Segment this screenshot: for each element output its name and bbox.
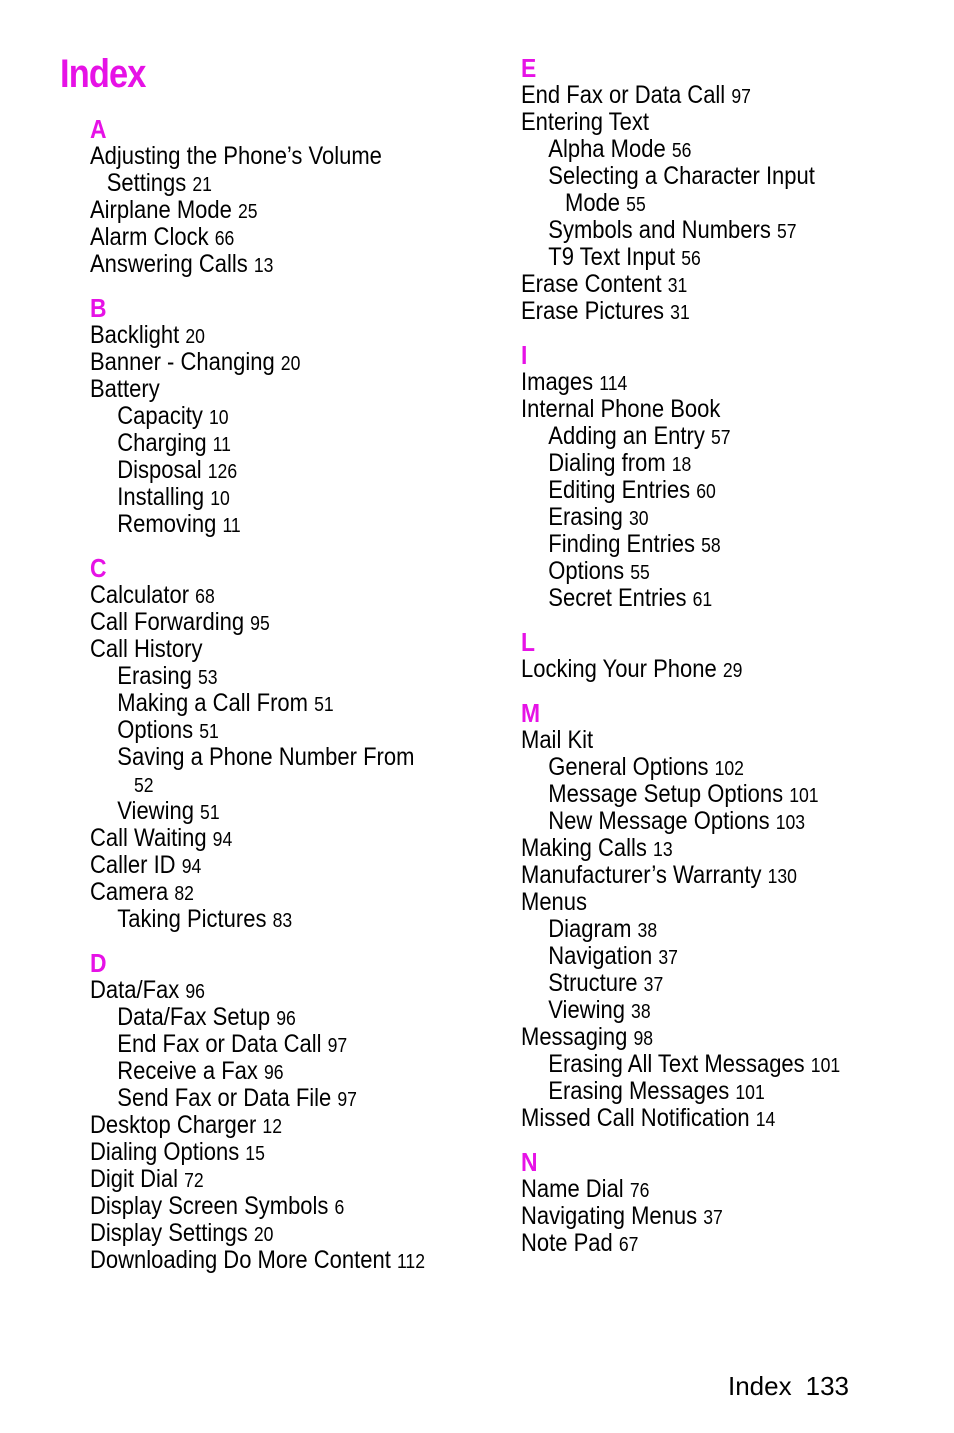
entry-text: Send Fax or Data File bbox=[117, 1084, 332, 1112]
entry-text: Erase Content bbox=[521, 270, 662, 298]
entry-text: Receive a Fax bbox=[117, 1057, 258, 1085]
entry-page-number: 51 bbox=[199, 721, 219, 743]
entry-page-number: 95 bbox=[250, 613, 270, 635]
index-entry bbox=[90, 349, 442, 376]
index-entry bbox=[90, 609, 442, 636]
entry-text: Options bbox=[117, 716, 194, 744]
section-letter: L bbox=[521, 627, 535, 657]
entry-text: Call Waiting bbox=[90, 824, 207, 852]
entry-text: Dialing Options bbox=[90, 1138, 240, 1166]
entry-text: Finding Entries bbox=[548, 530, 696, 558]
section-letter: E bbox=[521, 53, 537, 83]
index-section-l bbox=[521, 629, 941, 683]
entry-page-number: 68 bbox=[195, 586, 215, 608]
index-subentry bbox=[521, 504, 891, 531]
entry-text: Alpha Mode bbox=[548, 135, 666, 163]
entry-text: Adding an Entry bbox=[548, 422, 705, 450]
entry-text: Dialing from bbox=[548, 449, 666, 477]
index-entry bbox=[521, 1024, 891, 1051]
entry-text: Adjusting the Phone’s Volume bbox=[90, 142, 382, 170]
entry-page-number: 15 bbox=[245, 1143, 265, 1165]
index-entry bbox=[90, 170, 442, 197]
entry-text: Alarm Clock bbox=[90, 223, 209, 251]
entry-text: Erasing All Text Messages bbox=[548, 1050, 805, 1078]
index-subentry bbox=[90, 798, 442, 825]
entry-text: Settings bbox=[106, 169, 187, 197]
entry-page-number: 37 bbox=[658, 947, 678, 969]
entry-page-number: 114 bbox=[599, 373, 628, 395]
index-entry bbox=[521, 862, 891, 889]
entry-page-number: 11 bbox=[212, 434, 231, 456]
entry-text: End Fax or Data Call bbox=[117, 1030, 322, 1058]
entry-page-number: 18 bbox=[671, 454, 692, 476]
entry-text: Charging bbox=[117, 429, 207, 457]
index-subentry bbox=[521, 1078, 891, 1105]
entry-page-number: 94 bbox=[212, 829, 233, 851]
entry-text: Making Calls bbox=[521, 834, 647, 862]
index-entry bbox=[90, 1220, 442, 1247]
index-subentry bbox=[90, 744, 442, 771]
index-subentry bbox=[90, 690, 442, 717]
entry-page-number: 57 bbox=[710, 427, 731, 449]
section-letter: B bbox=[90, 293, 107, 323]
section-letter: N bbox=[521, 1147, 538, 1177]
entry-page-number: 56 bbox=[681, 248, 701, 270]
entry-text: Mode bbox=[565, 189, 621, 217]
index-section-b bbox=[90, 295, 490, 538]
index-subentry bbox=[521, 450, 891, 477]
index-entry bbox=[90, 879, 442, 906]
index-subentry bbox=[521, 217, 891, 244]
entry-text: Diagram bbox=[548, 915, 632, 943]
entry-page-number: 130 bbox=[767, 866, 797, 888]
entry-page-number: 25 bbox=[237, 201, 258, 223]
entry-page-number: 37 bbox=[643, 974, 664, 996]
entry-text: Battery bbox=[90, 375, 160, 403]
entry-text: Display Settings bbox=[90, 1219, 248, 1247]
entry-page-number: 82 bbox=[174, 883, 194, 905]
entry-page-number: 20 bbox=[185, 326, 205, 348]
entry-text: Options bbox=[548, 557, 625, 585]
index-entry bbox=[90, 852, 442, 879]
index-section-a bbox=[90, 116, 490, 278]
index-entry bbox=[90, 582, 442, 609]
index-entry bbox=[521, 1230, 891, 1257]
index-subentry bbox=[90, 403, 442, 430]
index-subentry bbox=[90, 771, 442, 798]
entry-text: Making a Call From bbox=[117, 689, 309, 717]
index-subentry bbox=[90, 906, 442, 933]
entry-page-number: 6 bbox=[334, 1197, 345, 1219]
index-subentry bbox=[90, 511, 442, 538]
index-entry bbox=[521, 109, 891, 136]
entry-text: Erasing bbox=[548, 503, 623, 531]
entry-text: General Options bbox=[548, 753, 709, 781]
section-letter: D bbox=[90, 948, 107, 978]
entry-text: Menus bbox=[521, 888, 588, 916]
entry-text: Digit Dial bbox=[90, 1165, 179, 1193]
entry-page-number: 51 bbox=[200, 802, 220, 824]
entry-page-number: 12 bbox=[262, 1116, 283, 1138]
index-subentry bbox=[521, 477, 891, 504]
entry-page-number: 60 bbox=[696, 481, 716, 503]
index-entry bbox=[521, 298, 891, 325]
entry-text: Display Screen Symbols bbox=[90, 1192, 329, 1220]
entry-text: Mail Kit bbox=[521, 726, 594, 754]
section-letter: M bbox=[521, 698, 541, 728]
entry-page-number: 13 bbox=[253, 255, 274, 277]
entry-page-number: 101 bbox=[735, 1082, 765, 1104]
index-subentry bbox=[90, 717, 442, 744]
entry-page-number: 83 bbox=[272, 910, 293, 932]
entry-page-number: 98 bbox=[633, 1028, 654, 1050]
index-subentry bbox=[521, 585, 891, 612]
section-letter: I bbox=[521, 340, 528, 370]
index-entry bbox=[90, 143, 442, 170]
entry-page-number: 102 bbox=[714, 758, 744, 780]
entry-text: Locking Your Phone bbox=[521, 655, 717, 683]
index-subentry bbox=[521, 808, 891, 835]
entry-text: Note Pad bbox=[521, 1229, 613, 1257]
entry-page-number: 76 bbox=[629, 1180, 650, 1202]
entry-text: Call History bbox=[90, 635, 203, 663]
entry-page-number: 37 bbox=[703, 1207, 723, 1229]
entry-text: Viewing bbox=[548, 996, 625, 1024]
entry-text: Erase Pictures bbox=[521, 297, 665, 325]
entry-text: Downloading Do More Content bbox=[90, 1246, 391, 1274]
index-subentry bbox=[521, 190, 891, 217]
index-section-n bbox=[521, 1149, 941, 1257]
entry-page-number: 51 bbox=[314, 694, 334, 716]
entry-page-number: 11 bbox=[222, 515, 241, 537]
entry-text: Calculator bbox=[90, 581, 190, 609]
entry-page-number: 112 bbox=[396, 1251, 426, 1273]
entry-page-number: 126 bbox=[207, 461, 238, 483]
index-entry bbox=[90, 251, 442, 278]
index-entry bbox=[90, 1193, 442, 1220]
page-title: Index bbox=[60, 52, 146, 96]
entry-page-number: 31 bbox=[667, 275, 688, 297]
index-subentry bbox=[521, 423, 891, 450]
index-subentry bbox=[521, 531, 891, 558]
entry-page-number: 20 bbox=[280, 353, 301, 375]
entry-page-number: 38 bbox=[631, 1001, 651, 1023]
index-section-i bbox=[521, 342, 941, 612]
entry-page-number: 96 bbox=[276, 1008, 296, 1030]
entry-page-number: 61 bbox=[692, 589, 713, 611]
index-column-right bbox=[521, 55, 941, 1257]
entry-page-number: 97 bbox=[731, 86, 751, 108]
entry-page-number: 10 bbox=[210, 488, 230, 510]
entry-text: T9 Text Input bbox=[548, 243, 676, 271]
index-entry bbox=[90, 1139, 442, 1166]
index-subentry bbox=[521, 163, 891, 190]
index-subentry bbox=[521, 558, 891, 585]
entry-text: Entering Text bbox=[521, 108, 650, 136]
index-entry bbox=[521, 271, 891, 298]
entry-text: Manufacturer’s Warranty bbox=[521, 861, 762, 889]
index-entry bbox=[90, 1166, 442, 1193]
index-entry bbox=[521, 1176, 891, 1203]
index-entry bbox=[521, 727, 891, 754]
entry-text: Erasing Messages bbox=[548, 1077, 730, 1105]
entry-text: Navigation bbox=[548, 942, 653, 970]
entry-text: Messaging bbox=[521, 1023, 628, 1051]
entry-page-number: 21 bbox=[192, 174, 212, 196]
entry-page-number: 55 bbox=[626, 194, 646, 216]
index-entry bbox=[90, 322, 442, 349]
index-entry bbox=[521, 656, 891, 683]
index-subentry bbox=[90, 1004, 442, 1031]
entry-text: Camera bbox=[90, 878, 169, 906]
index-subentry bbox=[90, 1031, 442, 1058]
entry-text: Data/Fax Setup bbox=[117, 1003, 271, 1031]
index-entry bbox=[90, 376, 442, 403]
index-subentry bbox=[521, 244, 891, 271]
entry-page-number: 13 bbox=[653, 839, 673, 861]
index-entry bbox=[90, 825, 442, 852]
index-subentry bbox=[521, 781, 891, 808]
entry-page-number: 53 bbox=[197, 667, 218, 689]
section-letter: C bbox=[90, 553, 107, 583]
entry-text: Message Setup Options bbox=[548, 780, 784, 808]
index-entry bbox=[90, 977, 442, 1004]
entry-text: Installing bbox=[117, 483, 205, 511]
index-entry bbox=[521, 1105, 891, 1132]
entry-text: Missed Call Notification bbox=[521, 1104, 750, 1132]
index-subentry bbox=[90, 484, 442, 511]
entry-text: Call Forwarding bbox=[90, 608, 245, 636]
section-letter: A bbox=[90, 114, 107, 144]
index-subentry bbox=[521, 943, 891, 970]
entry-page-number: 30 bbox=[628, 508, 649, 530]
entry-text: Data/Fax bbox=[90, 976, 180, 1004]
entry-text: Internal Phone Book bbox=[521, 395, 721, 423]
index-subentry bbox=[521, 136, 891, 163]
entry-text: Editing Entries bbox=[548, 476, 691, 504]
page-number: 133 bbox=[805, 1371, 849, 1401]
entry-text: Airplane Mode bbox=[90, 196, 232, 224]
page-footer bbox=[728, 1370, 849, 1402]
index-entry bbox=[90, 636, 442, 663]
entry-page-number: 20 bbox=[253, 1224, 274, 1246]
index-subentry bbox=[90, 1085, 442, 1112]
index-subentry bbox=[521, 1051, 891, 1078]
index-entry bbox=[521, 369, 891, 396]
index-section-c bbox=[90, 555, 490, 933]
entry-page-number: 96 bbox=[264, 1062, 284, 1084]
entry-page-number: 97 bbox=[337, 1089, 357, 1111]
entry-page-number: 67 bbox=[618, 1234, 639, 1256]
index-subentry bbox=[521, 916, 891, 943]
entry-text: Structure bbox=[548, 969, 638, 997]
index-entry bbox=[521, 396, 891, 423]
index-subentry bbox=[90, 430, 442, 457]
index-section-m bbox=[521, 700, 941, 1132]
index-entry bbox=[521, 1203, 891, 1230]
entry-text: Name Dial bbox=[521, 1175, 624, 1203]
entry-text: Caller ID bbox=[90, 851, 176, 879]
entry-text: Taking Pictures bbox=[117, 905, 267, 933]
entry-text: Desktop Charger bbox=[90, 1111, 257, 1139]
entry-page-number: 38 bbox=[637, 920, 658, 942]
entry-page-number: 97 bbox=[327, 1035, 348, 1057]
index-subentry bbox=[521, 997, 891, 1024]
index-subentry bbox=[90, 457, 442, 484]
index-subentry bbox=[521, 754, 891, 781]
entry-page-number: 103 bbox=[775, 812, 806, 834]
index-column-left bbox=[90, 116, 490, 1274]
entry-text: Secret Entries bbox=[548, 584, 687, 612]
index-entry bbox=[90, 197, 442, 224]
entry-text: Selecting a Character Input bbox=[548, 162, 815, 190]
index-entry bbox=[90, 224, 442, 251]
entry-page-number: 55 bbox=[630, 562, 650, 584]
index-entry bbox=[90, 1247, 442, 1274]
entry-text: Symbols and Numbers bbox=[548, 216, 771, 244]
entry-text: Images bbox=[521, 368, 594, 396]
index-entry bbox=[521, 82, 891, 109]
entry-page-number: 52 bbox=[134, 775, 154, 797]
entry-text: Erasing bbox=[117, 662, 192, 690]
index-section-d bbox=[90, 950, 490, 1274]
entry-text: End Fax or Data Call bbox=[521, 81, 726, 109]
entry-page-number: 31 bbox=[670, 302, 690, 324]
entry-page-number: 57 bbox=[776, 221, 797, 243]
index-entry bbox=[521, 889, 891, 916]
entry-page-number: 14 bbox=[755, 1109, 776, 1131]
entry-page-number: 96 bbox=[185, 981, 205, 1003]
entry-page-number: 101 bbox=[789, 785, 819, 807]
index-entry bbox=[521, 835, 891, 862]
entry-text: Backlight bbox=[90, 321, 180, 349]
entry-text: Navigating Menus bbox=[521, 1202, 698, 1230]
entry-page-number: 56 bbox=[671, 140, 692, 162]
index-subentry bbox=[521, 970, 891, 997]
entry-page-number: 66 bbox=[214, 228, 235, 250]
entry-page-number: 94 bbox=[181, 856, 202, 878]
entry-page-number: 58 bbox=[701, 535, 721, 557]
entry-text: Viewing bbox=[117, 797, 194, 825]
index-subentry bbox=[90, 663, 442, 690]
entry-text: New Message Options bbox=[548, 807, 770, 835]
entry-text: Answering Calls bbox=[90, 250, 248, 278]
entry-text: Capacity bbox=[117, 402, 203, 430]
footer-label: Index bbox=[728, 1371, 792, 1401]
entry-page-number: 10 bbox=[208, 407, 229, 429]
entry-text: Disposal bbox=[117, 456, 202, 484]
entry-page-number: 29 bbox=[722, 660, 743, 682]
index-entry bbox=[90, 1112, 442, 1139]
entry-text: Banner - Changing bbox=[90, 348, 275, 376]
entry-page-number: 72 bbox=[184, 1170, 204, 1192]
index-subentry bbox=[90, 1058, 442, 1085]
index-section-e bbox=[521, 55, 941, 325]
entry-page-number: 101 bbox=[810, 1055, 841, 1077]
entry-text: Saving a Phone Number From bbox=[117, 743, 415, 771]
entry-text: Removing bbox=[117, 510, 217, 538]
